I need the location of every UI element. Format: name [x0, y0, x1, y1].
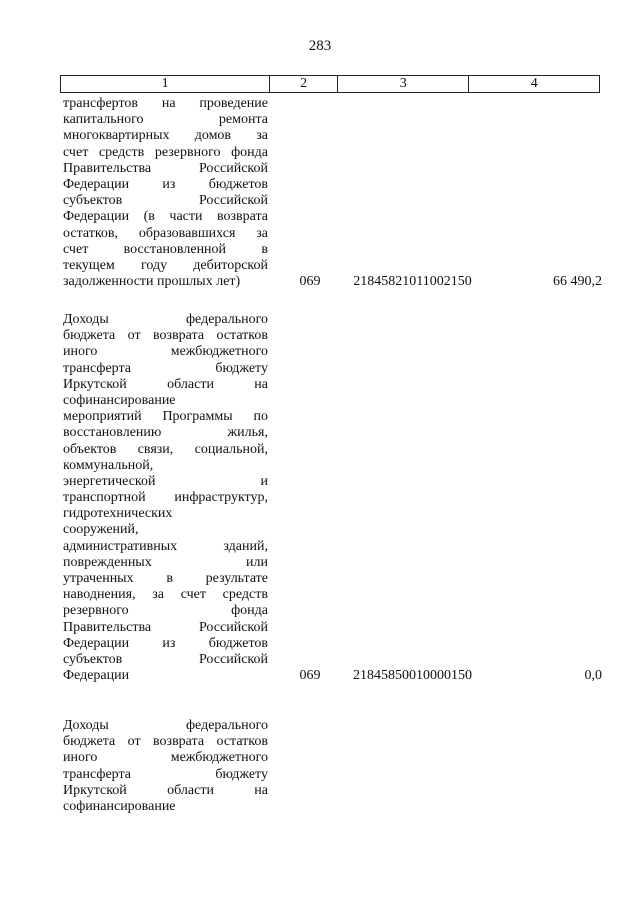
- description-line: административных зданий,: [63, 538, 268, 554]
- description-line: Доходы федерального: [63, 312, 268, 327]
- description-line: капитального ремонта: [63, 112, 268, 128]
- amount-value: 66 490,2: [553, 274, 602, 290]
- description-line: резервного фонда: [63, 603, 268, 619]
- description-line: трансферта бюджету: [63, 360, 268, 376]
- header-col-2: 2: [270, 76, 338, 92]
- description-line: задолженности прошлых лет): [63, 274, 241, 290]
- description-line: счет средств резервного фонда: [63, 144, 268, 160]
- admin-code: 069: [299, 274, 321, 290]
- description-line: трансферта бюджету: [63, 766, 268, 782]
- description-line: наводнения, за счет средств: [63, 587, 268, 603]
- description-line: остатков, образовавшихся за: [63, 225, 268, 241]
- amount-value: 0,0: [584, 668, 602, 684]
- description-line: бюджета от возврата остатков: [63, 734, 268, 750]
- description-line: софинансирование: [63, 392, 176, 408]
- description-line: сооружений,: [63, 522, 139, 538]
- description-line: Иркутской области на: [63, 782, 268, 798]
- row-description: [63, 718, 268, 815]
- description-line: поврежденных или: [63, 554, 268, 570]
- description-line: гидротехнических: [63, 506, 173, 522]
- budget-classification-code: 21845850010000150: [353, 668, 472, 684]
- description-line: многоквартирных домов за: [63, 128, 268, 144]
- description-line: мероприятий Программы по: [63, 409, 268, 425]
- description-line: энергетической и: [63, 473, 268, 489]
- description-line: транспортной инфраструктур,: [63, 490, 268, 506]
- description-line: коммунальной,: [63, 457, 154, 473]
- row-description: [63, 96, 268, 290]
- header-col-3: 3: [338, 76, 470, 92]
- description-line: иного межбюджетного: [63, 750, 268, 766]
- description-line: субъектов Российской: [63, 193, 268, 209]
- description-line: Федерации из бюджетов: [63, 635, 268, 651]
- header-col-1: 1: [61, 76, 270, 92]
- description-line: счет восстановленной в: [63, 241, 268, 257]
- budget-classification-code: 21845821011002150: [353, 274, 472, 290]
- header-col-4: 4: [530, 76, 538, 91]
- description-line: Федерации: [63, 668, 130, 684]
- description-line: объектов связи, социальной,: [63, 441, 268, 457]
- description-line: софинансирование: [63, 798, 176, 814]
- description-line: Правительства Российской: [63, 619, 268, 635]
- description-line: утраченных в результате: [63, 571, 268, 586]
- table-header: [60, 75, 600, 93]
- description-line: текущем году дебиторской: [63, 257, 268, 273]
- description-line: восстановлению жилья,: [63, 425, 268, 441]
- description-line: Правительства Российской: [63, 160, 268, 176]
- admin-code: 069: [299, 668, 321, 684]
- description-line: Доходы федерального: [63, 718, 268, 733]
- description-line: иного межбюджетного: [63, 344, 268, 360]
- description-line: трансфертов на проведение: [63, 96, 268, 111]
- description-line: Иркутской области на: [63, 376, 268, 392]
- description-line: Федерации из бюджетов: [63, 176, 268, 192]
- description-line: бюджета от возврата остатков: [63, 328, 268, 344]
- description-line: субъектов Российской: [63, 651, 268, 667]
- page-number: 283: [308, 38, 332, 54]
- row-description: [63, 312, 268, 684]
- description-line: Федерации (в части возврата: [63, 209, 268, 225]
